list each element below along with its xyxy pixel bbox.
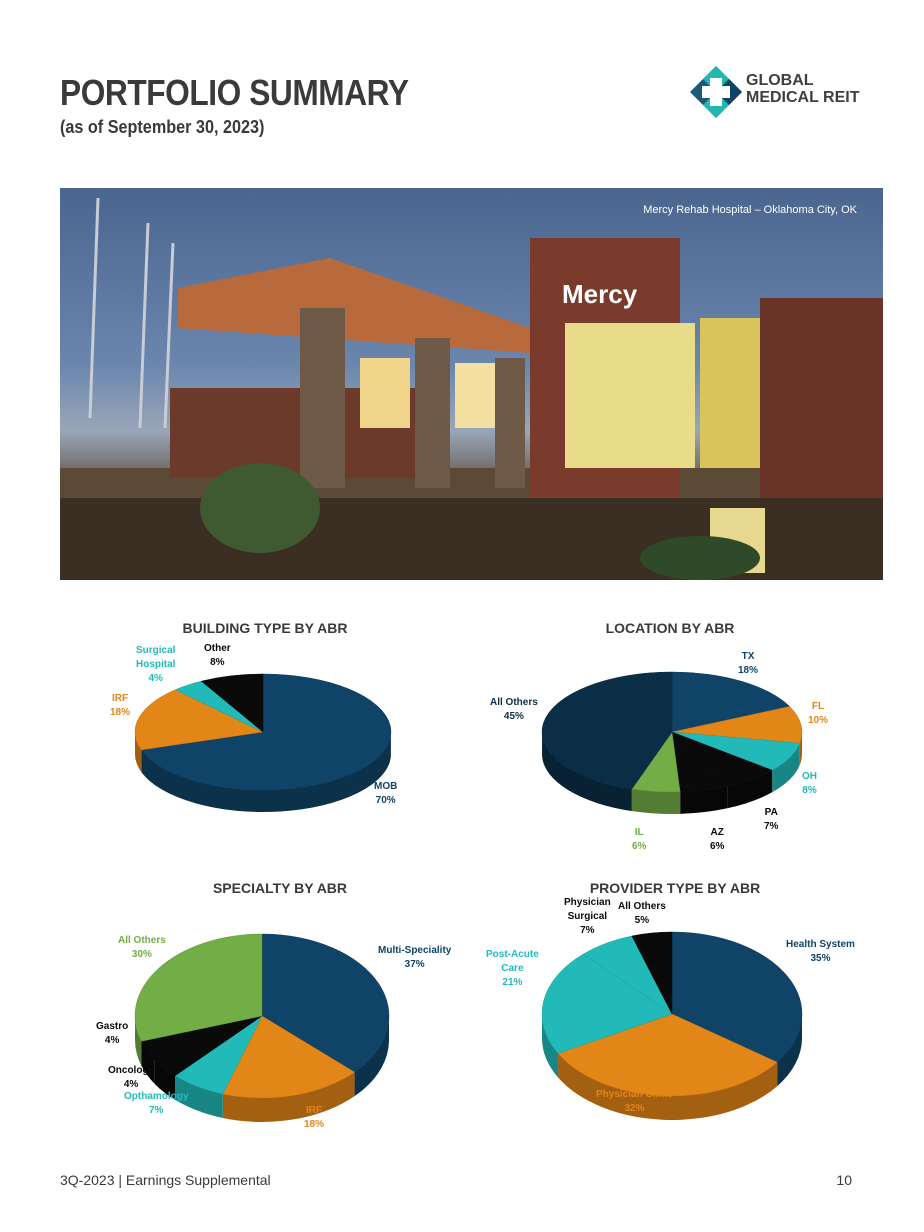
provider-type-pie — [480, 880, 870, 1140]
chart-title: PROVIDER TYPE BY ABR — [589, 880, 761, 896]
hospital-illustration — [60, 188, 883, 580]
page-title: PORTFOLIO SUMMARY — [60, 72, 409, 113]
label-opthamology: Opthamology 7% — [124, 1091, 189, 1116]
label-multi-speciality: Multi-Speciality 37% — [378, 945, 452, 970]
label-physician-surgical: Physician Surgical 7% — [564, 897, 611, 936]
cross-logo-icon — [688, 64, 744, 120]
label-az: AZ 6% — [710, 827, 725, 852]
page-subtitle: (as of September 30, 2023) — [60, 117, 265, 137]
label-surgical-hospital: Surgical Hospital 4% — [136, 645, 176, 684]
logo-wordmark — [746, 72, 859, 106]
hospital-photo — [60, 188, 883, 580]
label-irf: IRF 18% — [304, 1105, 325, 1130]
chart-title: SPECIALTY BY ABR — [212, 880, 348, 896]
location-chart — [480, 620, 860, 860]
label-health-system: Health System 35% — [786, 939, 855, 964]
label-oncology: Oncology 4% — [108, 1065, 155, 1090]
label-tx: TX 18% — [738, 651, 759, 676]
label-irf: IRF 18% — [110, 693, 131, 718]
footer-text: 3Q-2023 | Earnings Supplemental — [60, 1172, 271, 1188]
specialty-chart — [90, 880, 470, 1140]
chart-title: BUILDING TYPE BY ABR — [182, 620, 348, 636]
photo-caption: Mercy Rehab Hospital – Oklahoma City, OK — [643, 204, 857, 216]
label-mob: MOB 70% — [374, 781, 398, 806]
provider-type-chart — [480, 880, 870, 1140]
logo-line-1: GLOBAL — [746, 72, 814, 89]
logo-line-2: MEDICAL REIT — [746, 89, 860, 106]
label-gastro: Gastro 4% — [96, 1021, 129, 1046]
page-number: 10 — [836, 1172, 852, 1188]
label-all-others: All Others 45% — [490, 697, 538, 722]
pie-side-il — [632, 789, 680, 814]
label-pa: PA 7% — [764, 807, 779, 832]
label-all-others: All Others 5% — [618, 901, 666, 926]
label-physician-clinic: Physician Clinic 32% — [596, 1089, 673, 1114]
location-pie — [480, 620, 860, 860]
mercy-sign: Mercy — [562, 279, 638, 309]
company-logo — [688, 64, 868, 120]
label-oh: OH 8% — [802, 771, 817, 796]
chart-title: LOCATION BY ABR — [605, 620, 735, 636]
building-type-chart — [100, 620, 430, 850]
label-post-acute-care: Post-Acute Care 21% — [486, 949, 539, 988]
label-other: Other 8% — [204, 643, 231, 668]
label-all-others: All Others 30% — [118, 935, 166, 960]
label-il: IL 6% — [632, 827, 647, 852]
label-fl: FL 10% — [808, 701, 829, 726]
